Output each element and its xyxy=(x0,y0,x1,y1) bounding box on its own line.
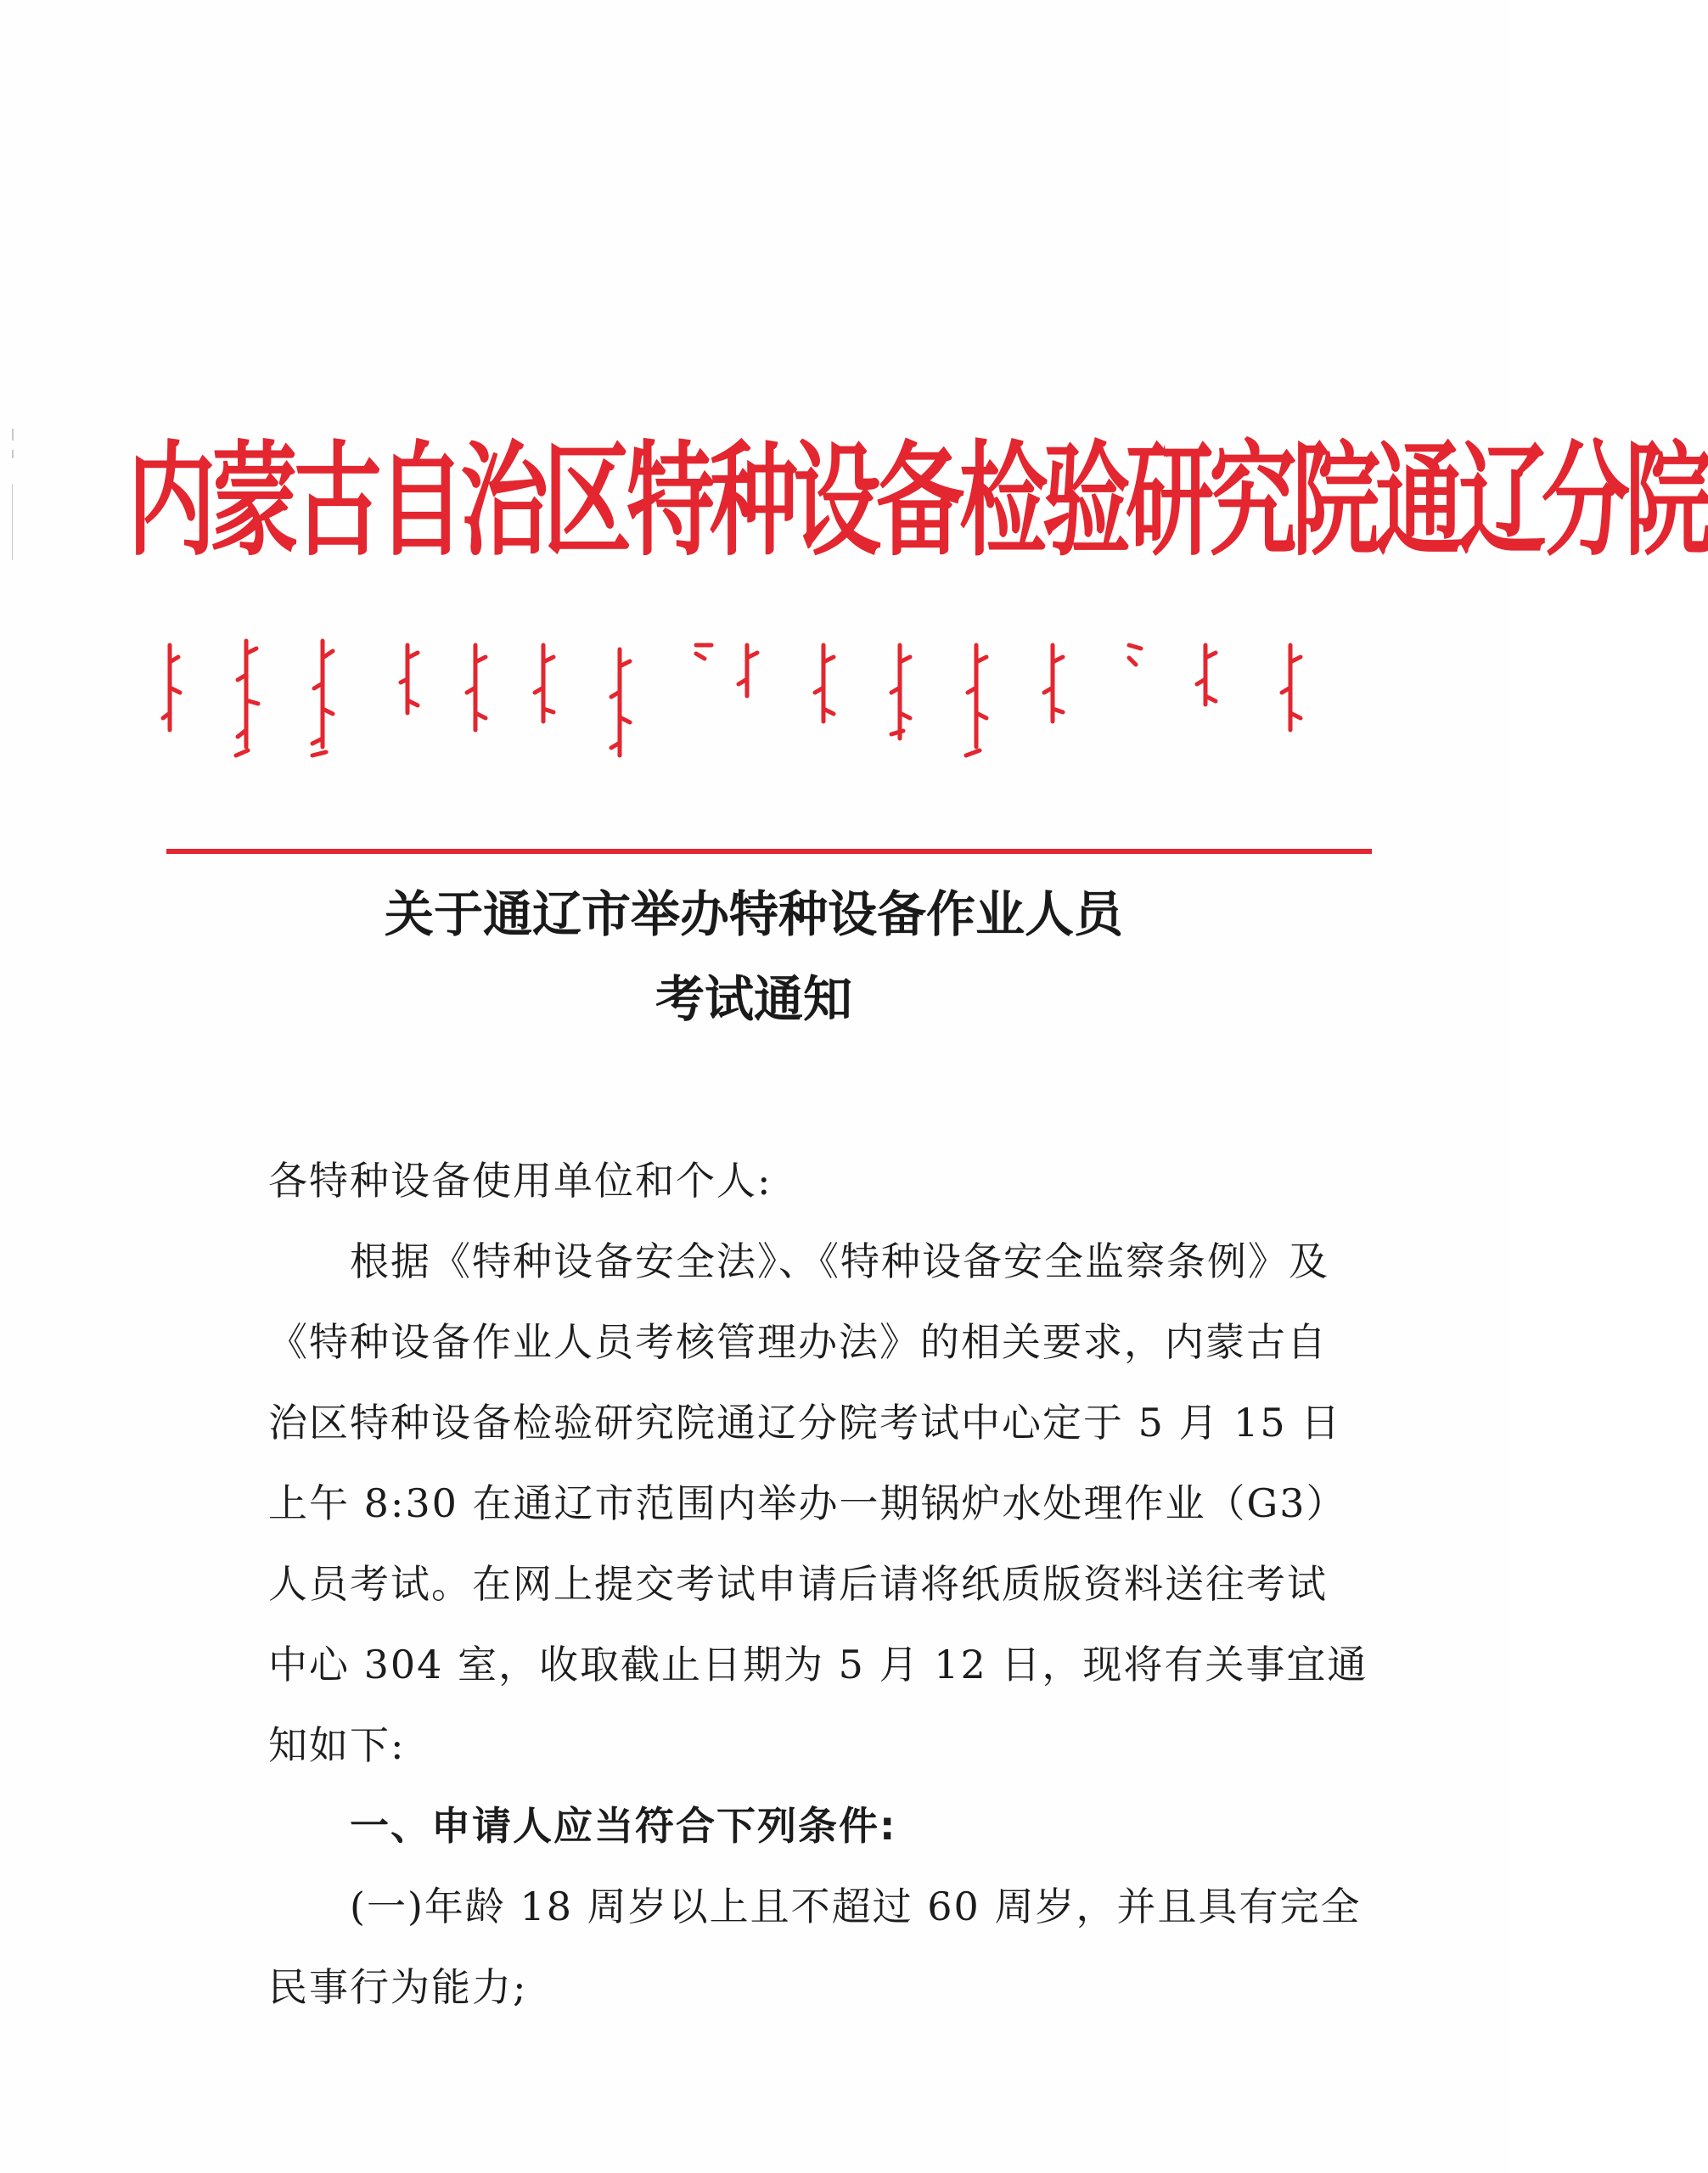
scan-artifact xyxy=(12,429,14,441)
paragraph-1-line-3: 治区特种设备检验研究院通辽分院考试中心定于 5 月 15 日 xyxy=(268,1400,1342,1446)
mongolian-script-graphic xyxy=(153,628,1375,764)
paragraph-1-line-2: 《特种设备作业人员考核管理办法》的相关要求，内蒙古自 xyxy=(268,1319,1328,1365)
paragraph-1-line-6: 中心 304 室，收取截止日期为 5 月 12 日，现将有关事宜通 xyxy=(268,1642,1368,1687)
paragraph-1-line-5: 人员考试。在网上提交考试申请后请将纸质版资料送往考试 xyxy=(268,1561,1328,1607)
document-title-line-1: 关于通辽市举办特种设备作业人员 xyxy=(384,885,1123,943)
salutation: 各特种设备使用单位和个人: xyxy=(268,1158,773,1204)
paragraph-1-line-7: 知如下: xyxy=(268,1722,406,1768)
document-title-line-2: 考试通知 xyxy=(655,970,852,1028)
paragraph-1-line-4: 上午 8:30 在通辽市范围内举办一期锅炉水处理作业（G3） xyxy=(268,1480,1347,1526)
letterhead-org-name-chinese: 内蒙古自治区特种设备检验研究院通辽分院 xyxy=(127,427,1708,574)
letterhead-org-name-mongolian xyxy=(153,628,1375,764)
item-1-line-2: 民事行为能力; xyxy=(268,1964,528,2010)
item-1-line-1: (一)年龄 18 周岁以上且不超过 60 周岁，并且具有完全 xyxy=(350,1884,1362,1929)
paragraph-1-line-1: 根据《特种设备安全法》、《特种设备安全监察条例》及 xyxy=(350,1238,1329,1284)
section-1-heading: 一、申请人应当符合下列条件: xyxy=(350,1803,897,1849)
scan-artifact xyxy=(12,484,13,560)
scan-artifact xyxy=(12,450,14,458)
letterhead-divider xyxy=(166,849,1372,854)
